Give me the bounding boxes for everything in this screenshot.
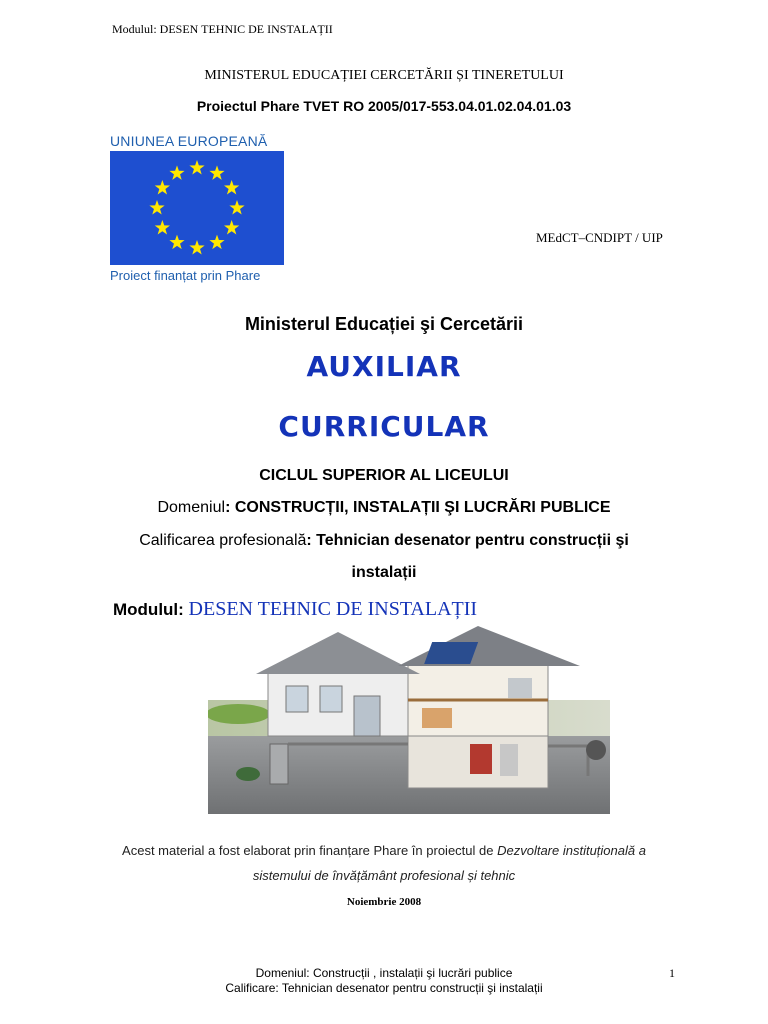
domain-value: : CONSTRUCȚII, INSTALAȚII ŞI LUCRĂRI PUBLICE bbox=[225, 499, 611, 516]
project-code: Proiectul Phare TVET RO 2005/017-553.04.01.02.04.01.03 bbox=[196, 98, 572, 114]
document-title-line2: CURRICULAR bbox=[278, 410, 490, 443]
running-header: Modulul: DESEN TEHNIC DE INSTALAȚII bbox=[112, 22, 333, 36]
eu-logo-bottom-text: Proiect finanțat prin Phare bbox=[110, 268, 261, 283]
module-label: Modulul: bbox=[113, 600, 189, 619]
qualification-line-2 bbox=[0, 564, 768, 582]
funding-note-project-continued: sistemului de învățământ profesional și tehnic bbox=[252, 868, 516, 883]
footer-domain: Domeniul: Construcții , instalații şi lucrări publice bbox=[255, 966, 513, 980]
eu-flag-icon bbox=[110, 151, 284, 265]
agency-code: MEdCT–CNDIPT / UIP bbox=[536, 230, 663, 245]
qualification-value: : Tehnician desenator pentru construcții şi bbox=[306, 532, 629, 549]
qualification-value-continued: instalații bbox=[351, 564, 417, 581]
funding-note bbox=[0, 838, 768, 888]
qualification-label: Calificarea profesională bbox=[139, 532, 307, 549]
module-line bbox=[113, 598, 477, 621]
eu-logo-top-text: UNIUNEA EUROPEANĂ bbox=[110, 133, 268, 149]
module-name: DESEN TEHNIC DE INSTALAȚII bbox=[188, 598, 478, 620]
funding-note-text: Acest material a fost elaborat prin finanțare Phare în proiectul de bbox=[122, 843, 498, 858]
funding-note-project: Dezvoltare instituțională a bbox=[497, 843, 646, 858]
page-footer bbox=[0, 966, 768, 996]
document-title-line1: AUXILIAR bbox=[306, 350, 462, 383]
cycle-heading: CICLUL SUPERIOR AL LICEULUI bbox=[259, 467, 509, 484]
house-cutaway-illustration bbox=[208, 626, 610, 814]
domain-line bbox=[0, 499, 768, 517]
qualification-line bbox=[0, 532, 768, 550]
ministry-name: Ministerul Educației şi Cercetării bbox=[244, 314, 524, 334]
footer-qualification: Calificare: Tehnician desenator pentru construcții şi instalații bbox=[225, 981, 543, 995]
ministry-heading: MINISTERUL EDUCAȚIEI CERCETĂRII ȘI TINERETULUI bbox=[204, 68, 564, 83]
page-number: 1 bbox=[669, 966, 675, 980]
publication-date: Noiembrie 2008 bbox=[346, 896, 422, 908]
eu-logo bbox=[110, 133, 288, 283]
domain-label: Domeniul bbox=[157, 499, 226, 516]
